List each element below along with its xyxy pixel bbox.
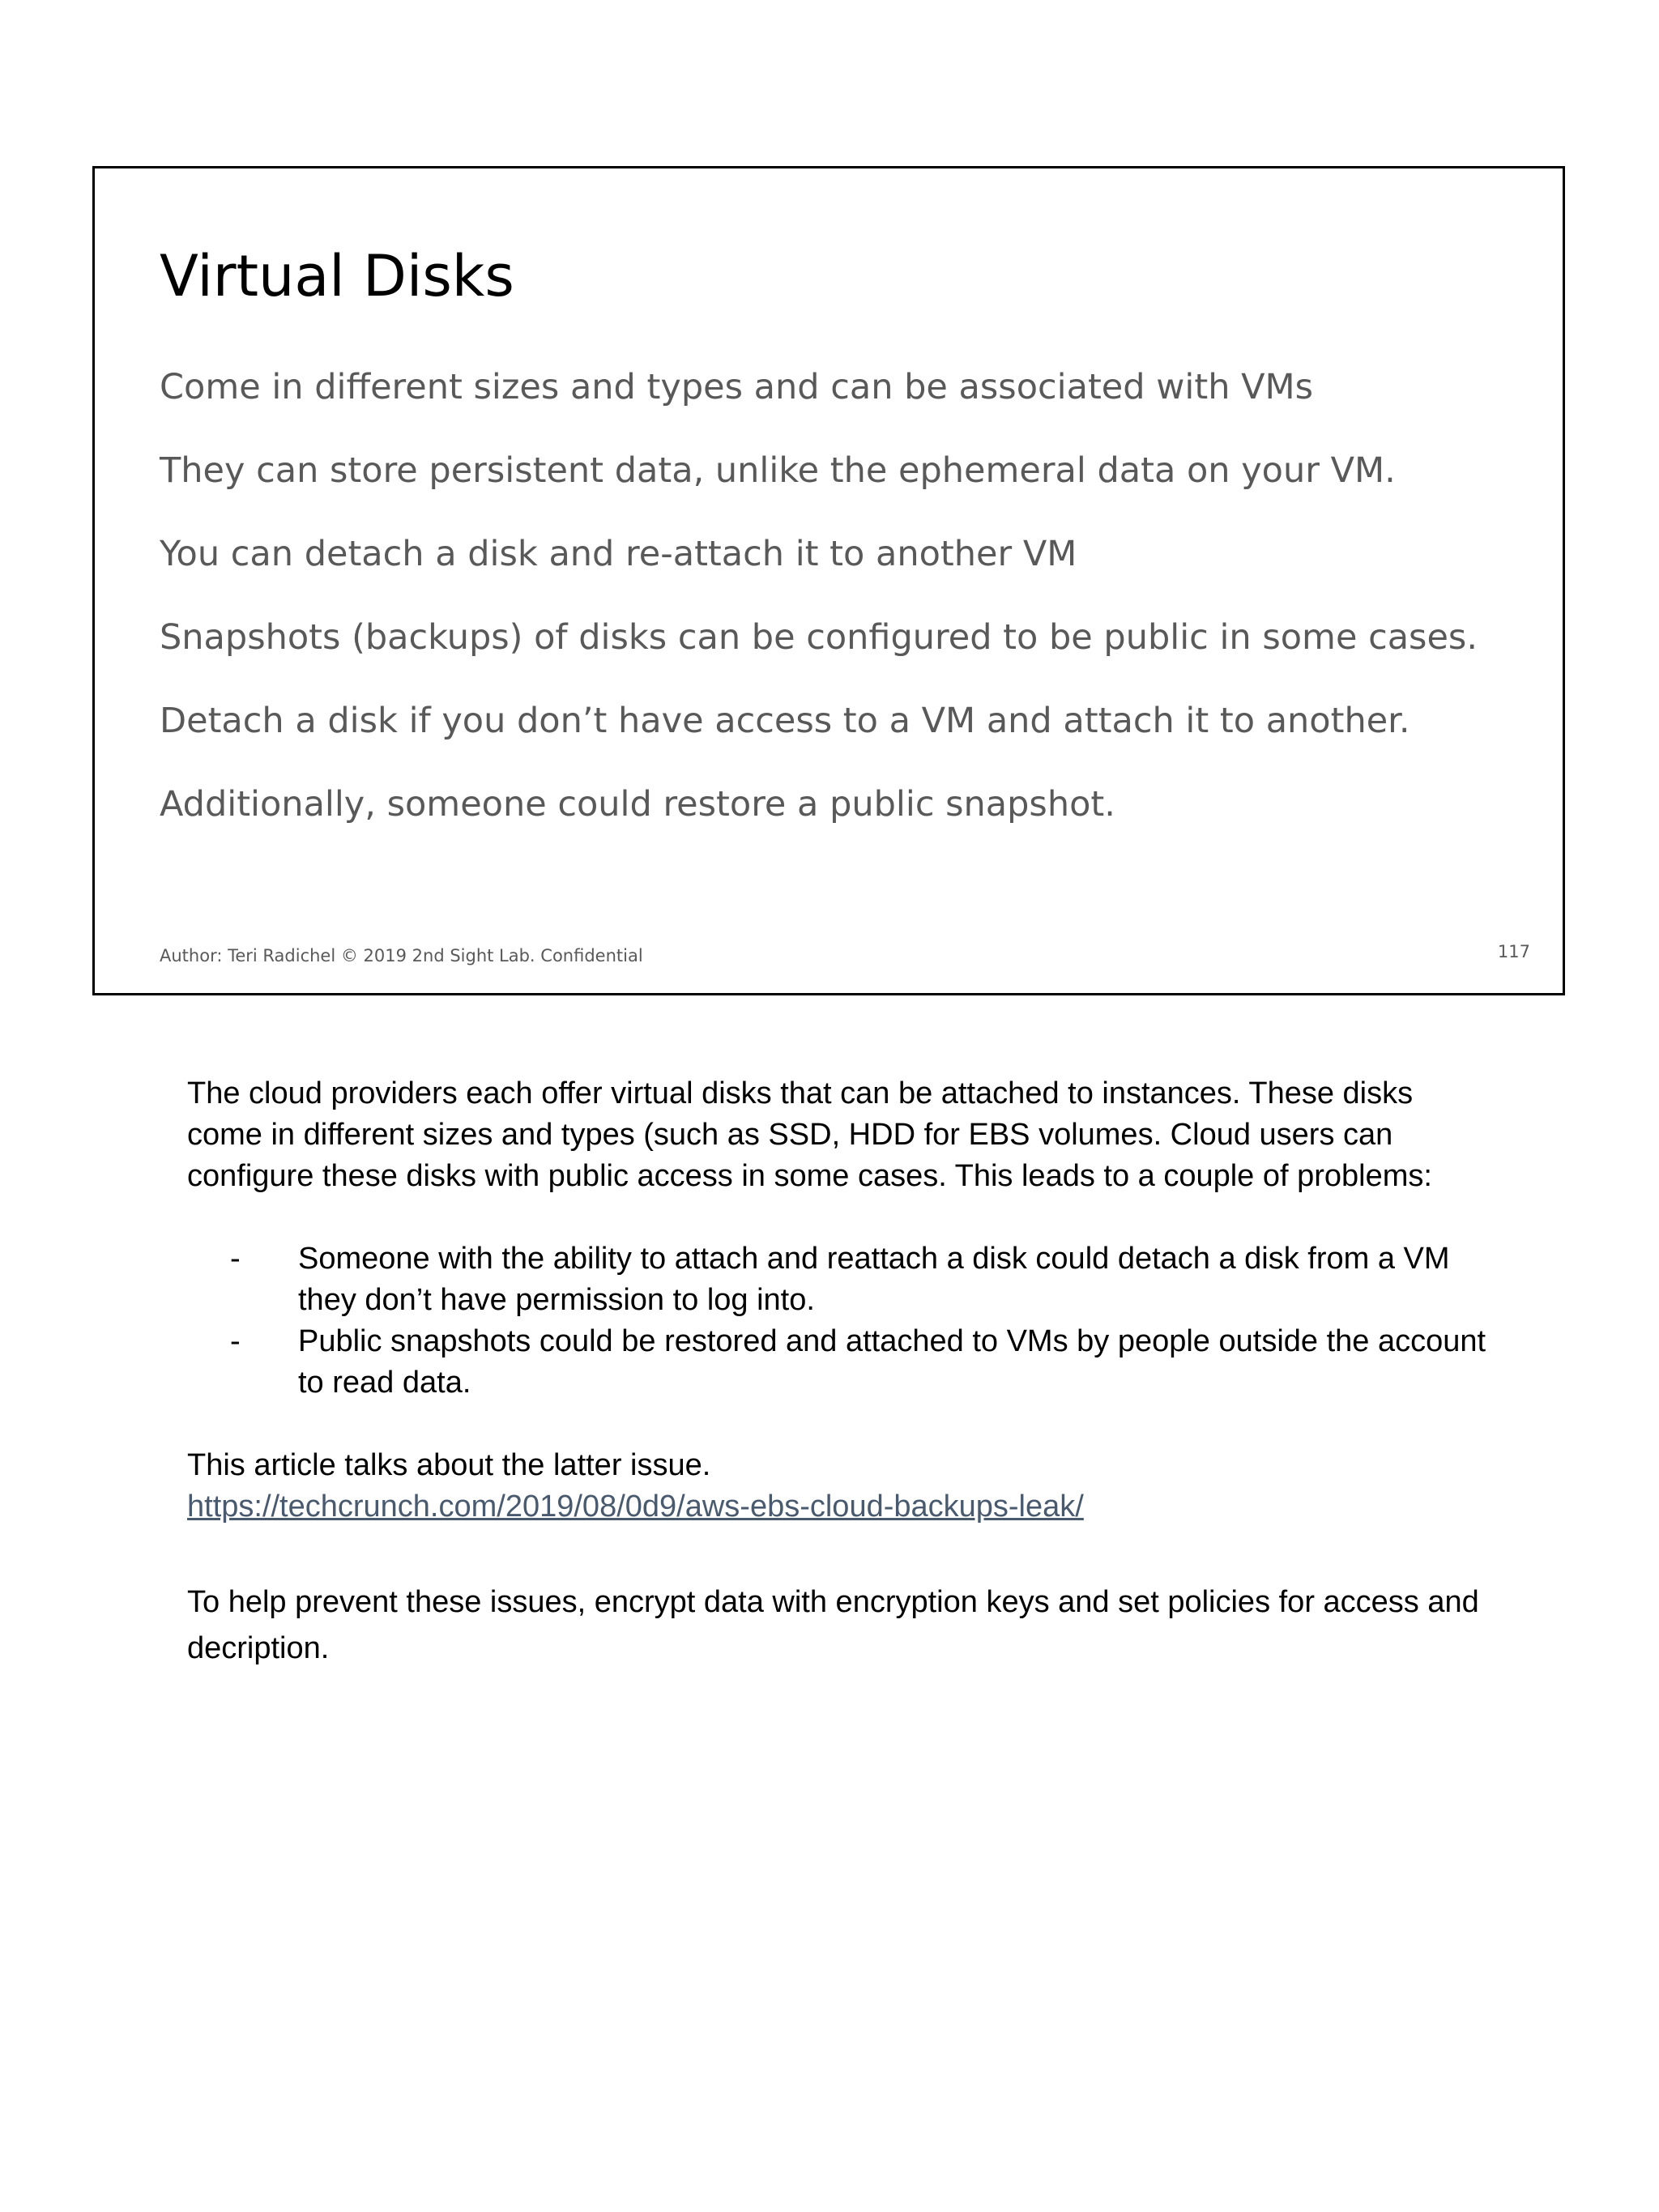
- slide-frame: [92, 166, 1565, 995]
- article-link[interactable]: https://techcrunch.com/2019/08/0d9/aws-ebs-cloud-backups-leak/: [187, 1490, 1084, 1524]
- notes-problem-item: [187, 1321, 1491, 1404]
- notes-spacer: [187, 1197, 1491, 1238]
- slide-bullet-list: [160, 363, 1478, 863]
- slide-bullet: Come in different sizes and types and can be associated with VMs: [160, 367, 1314, 407]
- notes-article-text: This article talks about the latter issue.: [187, 1448, 711, 1482]
- speaker-notes: [187, 1073, 1491, 1672]
- notes-problem-text: Public snapshots could be restored and attached to VMs by people outside the account to read data.: [298, 1324, 1486, 1400]
- dash-bullet-marker: -: [230, 1324, 241, 1358]
- notes-prevention-paragraph: To help prevent these issues, encrypt data with encryption keys and set policies for access and decription.: [187, 1585, 1479, 1665]
- slide-title: Virtual Disks: [160, 243, 514, 309]
- slide-bullet: You can detach a disk and re-attach it to another VM: [160, 534, 1077, 574]
- slide-bullet: Snapshots (backups) of disks can be configured to be public in some cases.: [160, 617, 1478, 658]
- notes-spacer: [187, 1528, 1491, 1579]
- notes-problem-text: Someone with the ability to attach and reattach a disk could detach a disk from a VM they don’t have permission to log into.: [298, 1242, 1450, 1317]
- dash-bullet-marker: -: [230, 1242, 241, 1276]
- slide-page-number: 117: [1497, 942, 1530, 961]
- notes-problem-list: [187, 1238, 1491, 1404]
- slide-bullet: Additionally, someone could restore a public snapshot.: [160, 784, 1115, 825]
- notes-intro-paragraph: The cloud providers each offer virtual disks that can be attached to instances. These disks come in different sizes and types (such as SSD, HDD for EBS volumes. Cloud users can configure these disks with public access in some cases. This leads to a couple of problems:: [187, 1076, 1432, 1193]
- slide-footer-author: Author: Teri Radichel © 2019 2nd Sight Lab. Confidential: [160, 946, 643, 965]
- notes-spacer: [187, 1404, 1491, 1445]
- notes-problem-item: [187, 1238, 1491, 1321]
- slide-bullet: They can store persistent data, unlike the ephemeral data on your VM.: [160, 450, 1396, 491]
- slide-bullet: Detach a disk if you don’t have access to a VM and attach it to another.: [160, 701, 1410, 741]
